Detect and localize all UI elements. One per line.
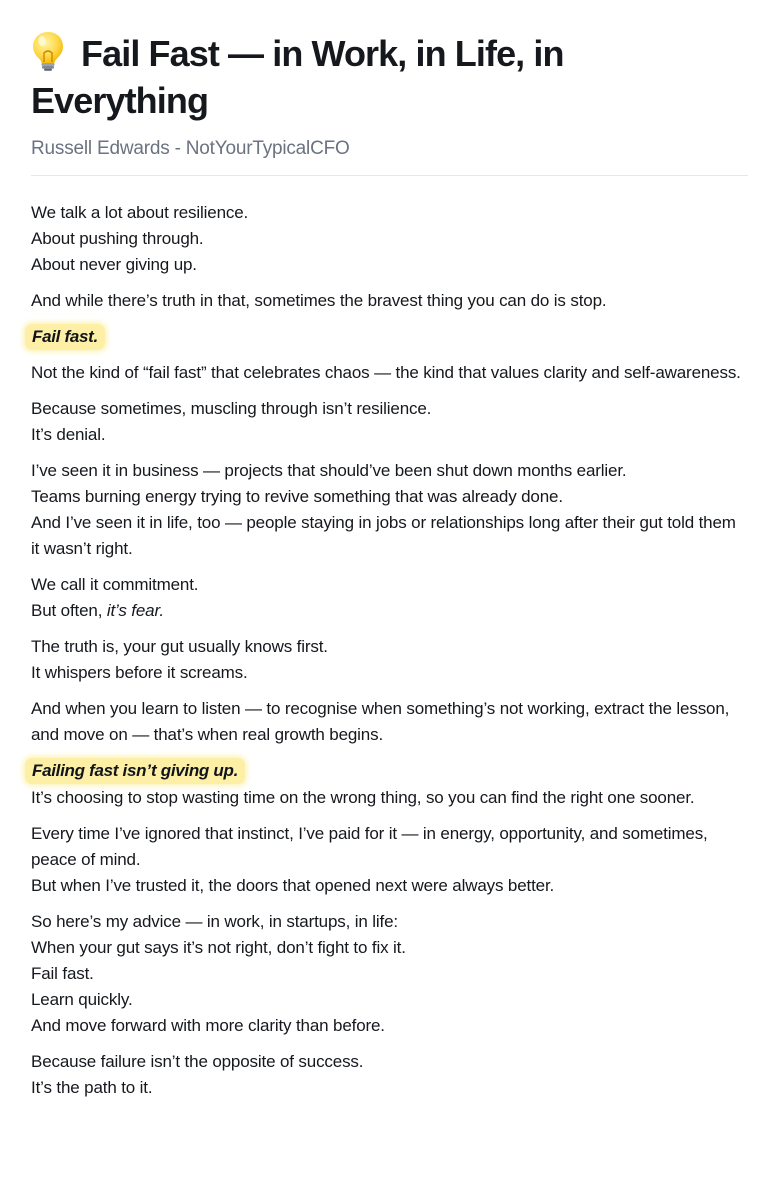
text-line: It’s the path to it.	[31, 1078, 153, 1097]
paragraph: And while there’s truth in that, sometimes the bravest thing you can do is stop.	[31, 291, 607, 310]
text-line: About pushing through.	[31, 229, 204, 248]
text-line: But when I’ve trusted it, the doors that opened next were always better.	[31, 876, 555, 895]
text-segment: But often,	[31, 601, 107, 620]
paragraph	[31, 200, 747, 278]
paragraph	[31, 909, 747, 1039]
paragraph	[31, 396, 747, 448]
text-line: When your gut says it’s not right, don’t fight to fix it.	[31, 938, 406, 957]
text-line: About never giving up.	[31, 255, 197, 274]
text-line: It’s denial.	[31, 425, 106, 444]
text-line: We talk a lot about resilience.	[31, 203, 249, 222]
text-line: Every time I’ve ignored that instinct, I’ve paid for it — in energy, opportunity, and sometimes, peace of mind.	[31, 824, 708, 869]
text-line	[31, 598, 747, 624]
lightbulb-icon	[31, 31, 65, 71]
highlight-block	[31, 758, 747, 784]
paragraph	[31, 1049, 747, 1101]
text-line: I’ve seen it in business — projects that should’ve been shut down months earlier.	[31, 461, 627, 480]
divider	[31, 175, 748, 176]
paragraph: And when you learn to listen — to recognise when something’s not working, extract the lesson, and move on — that’s when real growth begins.	[31, 699, 730, 744]
author-byline: Russell Edwards - NotYourTypicalCFO	[31, 138, 350, 159]
text-line: And I’ve seen it in life, too — people staying in jobs or relationships long after their gut told them it wasn’t right.	[31, 513, 736, 558]
text-line: And move forward with more clarity than before.	[31, 1016, 385, 1035]
paragraph: Not the kind of “fail fast” that celebrates chaos — the kind that values clarity and self-awareness.	[31, 363, 741, 382]
page-title	[31, 0, 747, 124]
text-line: Teams burning energy trying to revive something that was already done.	[31, 487, 563, 506]
title-text: Fail Fast — in Work, in Life, in Everything	[31, 33, 564, 121]
text-line: Learn quickly.	[31, 990, 133, 1009]
paragraph	[31, 821, 747, 899]
text-line: Fail fast.	[31, 964, 94, 983]
paragraph	[31, 634, 747, 686]
paragraph	[31, 572, 747, 624]
text-line: We call it commitment.	[31, 575, 199, 594]
highlight-text: Fail fast.	[25, 324, 105, 350]
paragraph: It’s choosing to stop wasting time on the wrong thing, so you can find the right one sooner.	[31, 788, 695, 807]
text-line: The truth is, your gut usually knows first.	[31, 637, 328, 656]
highlight-block	[31, 324, 747, 350]
text-line: Because failure isn’t the opposite of success.	[31, 1052, 364, 1071]
text-line: It whispers before it screams.	[31, 663, 248, 682]
highlight-text: Failing fast isn’t giving up.	[25, 758, 245, 784]
text-line: So here’s my advice — in work, in startups, in life:	[31, 912, 398, 931]
text-line: Because sometimes, muscling through isn’t resilience.	[31, 399, 432, 418]
paragraph	[31, 458, 747, 562]
emphasis-text: it’s fear.	[106, 601, 164, 620]
article-body	[31, 200, 747, 1101]
